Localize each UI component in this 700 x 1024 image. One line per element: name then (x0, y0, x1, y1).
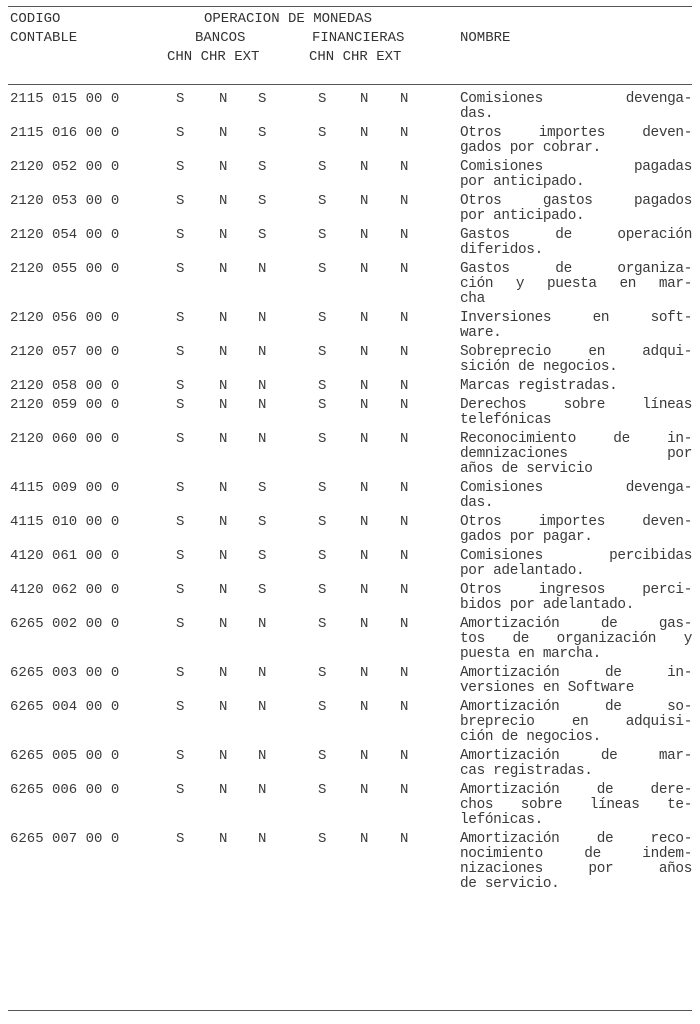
codigo-contable: 6265 007 00 0 (10, 831, 120, 847)
bottom-rule (8, 1010, 692, 1011)
nombre-cell (460, 583, 692, 613)
header-rule (8, 84, 692, 85)
nombre-cell (460, 749, 692, 779)
flag-bancos-chr: N (219, 665, 228, 681)
flag-bancos-chn: S (176, 397, 185, 413)
nombre-cell (460, 379, 692, 394)
flag-bancos-chn: S (176, 616, 185, 632)
flag-financieras-chn: S (318, 125, 327, 141)
flag-bancos-chn: S (176, 699, 185, 715)
flag-financieras-chr: N (360, 514, 369, 530)
flag-financieras-ext: N (400, 227, 409, 243)
flag-financieras-chn: S (318, 616, 327, 632)
codigo-contable: 4115 009 00 0 (10, 480, 120, 496)
flag-bancos-ext: N (258, 665, 267, 681)
flag-bancos-chn: S (176, 378, 185, 394)
nombre-line: Amortización de gas- (460, 616, 692, 632)
flag-financieras-chr: N (360, 159, 369, 175)
nombre-line: Otros ingresos perci- (460, 582, 692, 598)
flag-bancos-chr: N (219, 514, 228, 530)
flag-financieras-ext: N (400, 782, 409, 798)
codigo-contable: 6265 003 00 0 (10, 665, 120, 681)
nombre-cell (460, 666, 692, 696)
flag-bancos-ext: S (258, 227, 267, 243)
flag-financieras-chn: S (318, 261, 327, 277)
flag-bancos-chr: N (219, 748, 228, 764)
nombre-line: breprecio en adquisi- (460, 714, 692, 730)
nombre-cell (460, 700, 692, 745)
flag-bancos-ext: N (258, 616, 267, 632)
flag-bancos-ext: N (258, 261, 267, 277)
nombre-line: Derechos sobre líneas (460, 397, 692, 413)
flag-financieras-chr: N (360, 193, 369, 209)
flag-financieras-ext: N (400, 748, 409, 764)
nombre-line: Amortización de mar- (460, 748, 692, 764)
flag-bancos-chr: N (219, 159, 228, 175)
header-operacion-title: OPERACION DE MONEDAS (204, 11, 373, 27)
codigo-contable: 2120 052 00 0 (10, 159, 120, 175)
flag-bancos-chr: N (219, 193, 228, 209)
nombre-line: sición de negocios. (460, 359, 618, 375)
flag-bancos-chn: S (176, 431, 185, 447)
nombre-line: diferidos. (460, 242, 543, 258)
flag-bancos-chn: S (176, 344, 185, 360)
nombre-cell (460, 432, 692, 477)
nombre-cell (460, 549, 692, 579)
flag-financieras-chn: S (318, 514, 327, 530)
flag-financieras-ext: N (400, 431, 409, 447)
nombre-line: tos de organización y (460, 631, 692, 647)
flag-bancos-chr: N (219, 310, 228, 326)
nombre-line: Otros importes deven- (460, 125, 692, 141)
flag-financieras-ext: N (400, 831, 409, 847)
flag-financieras-chn: S (318, 310, 327, 326)
flag-bancos-chr: N (219, 227, 228, 243)
nombre-line: Comisiones percibidas (460, 548, 692, 564)
codigo-contable: 2120 059 00 0 (10, 397, 120, 413)
header-bancos: BANCOS (195, 30, 246, 46)
flag-bancos-chn: S (176, 548, 185, 564)
codigo-contable: 6265 005 00 0 (10, 748, 120, 764)
nombre-line: gados por pagar. (460, 529, 593, 545)
flag-financieras-chn: S (318, 699, 327, 715)
flag-bancos-chn: S (176, 159, 185, 175)
codigo-contable: 2120 054 00 0 (10, 227, 120, 243)
nombre-cell (460, 345, 692, 375)
flag-financieras-chr: N (360, 582, 369, 598)
flag-financieras-chr: N (360, 616, 369, 632)
flag-financieras-ext: N (400, 261, 409, 277)
nombre-line: lefónicas. (460, 812, 543, 828)
flag-financieras-chn: S (318, 159, 327, 175)
codigo-contable: 2120 055 00 0 (10, 261, 120, 277)
flag-financieras-chn: S (318, 480, 327, 496)
flag-bancos-chr: N (219, 91, 228, 107)
flag-financieras-chn: S (318, 344, 327, 360)
flag-bancos-chn: S (176, 310, 185, 326)
nombre-line: Gastos de operación (460, 227, 692, 243)
flag-financieras-chn: S (318, 665, 327, 681)
flag-financieras-ext: N (400, 344, 409, 360)
flag-bancos-chr: N (219, 378, 228, 394)
flag-financieras-ext: N (400, 582, 409, 598)
nombre-cell (460, 783, 692, 828)
flag-bancos-ext: S (258, 480, 267, 496)
header-financieras: FINANCIERAS (312, 30, 405, 46)
nombre-line: das. (460, 106, 494, 122)
codigo-contable: 2120 056 00 0 (10, 310, 120, 326)
flag-bancos-ext: S (258, 514, 267, 530)
flag-financieras-chr: N (360, 665, 369, 681)
flag-bancos-ext: N (258, 699, 267, 715)
nombre-cell (460, 194, 692, 224)
nombre-line: años de servicio (460, 461, 593, 477)
nombre-line: Reconocimiento de in- (460, 431, 692, 447)
nombre-line: por adelantado. (460, 563, 585, 579)
nombre-line: Otros gastos pagados (460, 193, 692, 209)
flag-financieras-chn: S (318, 582, 327, 598)
flag-financieras-chr: N (360, 91, 369, 107)
nombre-cell (460, 160, 692, 190)
flag-bancos-ext: N (258, 397, 267, 413)
flag-financieras-chr: N (360, 310, 369, 326)
nombre-line: Amortización de so- (460, 699, 692, 715)
flag-financieras-ext: N (400, 378, 409, 394)
flag-financieras-chr: N (360, 344, 369, 360)
flag-financieras-chn: S (318, 397, 327, 413)
flag-bancos-chn: S (176, 261, 185, 277)
nombre-line: por anticipado. (460, 174, 585, 190)
flag-financieras-ext: N (400, 310, 409, 326)
nombre-line: puesta en marcha. (460, 646, 601, 662)
flag-financieras-chn: S (318, 748, 327, 764)
header-nombre: NOMBRE (460, 30, 511, 46)
flag-bancos-chn: S (176, 480, 185, 496)
flag-bancos-chn: S (176, 91, 185, 107)
flag-financieras-ext: N (400, 91, 409, 107)
nombre-cell (460, 228, 692, 258)
flag-financieras-chr: N (360, 831, 369, 847)
codigo-contable: 2120 058 00 0 (10, 378, 120, 394)
flag-bancos-chn: S (176, 227, 185, 243)
nombre-line: nizaciones por años (460, 861, 692, 877)
nombre-line: das. (460, 495, 494, 511)
nombre-line: cha (460, 291, 485, 307)
flag-financieras-ext: N (400, 480, 409, 496)
header-codigo-line1: CODIGO (10, 11, 61, 27)
flag-financieras-chr: N (360, 480, 369, 496)
nombre-line: Sobreprecio en adqui- (460, 344, 692, 360)
flag-financieras-chn: S (318, 193, 327, 209)
nombre-line: ción de negocios. (460, 729, 601, 745)
codigo-contable: 2120 057 00 0 (10, 344, 120, 360)
codigo-contable: 4120 062 00 0 (10, 582, 120, 598)
nombre-line: ware. (460, 325, 502, 341)
nombre-line: bidos por adelantado. (460, 597, 635, 613)
nombre-line: Amortización de reco- (460, 831, 692, 847)
flag-financieras-chr: N (360, 227, 369, 243)
flag-bancos-ext: N (258, 831, 267, 847)
nombre-line: Comisiones pagadas (460, 159, 692, 175)
flag-bancos-chr: N (219, 699, 228, 715)
nombre-line: Otros importes deven- (460, 514, 692, 530)
nombre-line: Gastos de organiza- (460, 261, 692, 277)
nombre-cell (460, 398, 692, 428)
nombre-cell (460, 617, 692, 662)
flag-bancos-ext: S (258, 125, 267, 141)
flag-bancos-chr: N (219, 782, 228, 798)
flag-bancos-chr: N (219, 831, 228, 847)
header-subcols-bancos: CHN CHR EXT (167, 49, 260, 65)
flag-bancos-chr: N (219, 480, 228, 496)
flag-financieras-chn: S (318, 91, 327, 107)
nombre-cell (460, 832, 692, 892)
flag-bancos-chr: N (219, 431, 228, 447)
codigo-contable: 6265 002 00 0 (10, 616, 120, 632)
flag-bancos-chn: S (176, 665, 185, 681)
flag-bancos-ext: N (258, 431, 267, 447)
nombre-line: Marcas registradas. (460, 378, 618, 394)
flag-bancos-chr: N (219, 397, 228, 413)
header-subcols-financieras: CHN CHR EXT (309, 49, 402, 65)
nombre-line: nocimiento de indem- (460, 846, 692, 862)
flag-financieras-chn: S (318, 831, 327, 847)
flag-financieras-ext: N (400, 548, 409, 564)
nombre-cell (460, 262, 692, 307)
nombre-cell (460, 481, 692, 511)
codigo-contable: 2120 060 00 0 (10, 431, 120, 447)
flag-financieras-ext: N (400, 159, 409, 175)
codigo-contable: 2115 015 00 0 (10, 91, 120, 107)
flag-bancos-chr: N (219, 261, 228, 277)
nombre-line: Amortización de in- (460, 665, 692, 681)
nombre-cell (460, 92, 692, 122)
nombre-line: Amortización de dere- (460, 782, 692, 798)
flag-bancos-ext: N (258, 310, 267, 326)
flag-financieras-ext: N (400, 193, 409, 209)
codigo-contable: 2120 053 00 0 (10, 193, 120, 209)
nombre-line: telefónicas (460, 412, 552, 428)
codigo-contable: 6265 006 00 0 (10, 782, 120, 798)
flag-bancos-chn: S (176, 125, 185, 141)
flag-financieras-ext: N (400, 699, 409, 715)
nombre-line: de servicio. (460, 876, 560, 892)
flag-financieras-chn: S (318, 548, 327, 564)
nombre-line: versiones en Software (460, 680, 635, 696)
nombre-cell (460, 311, 692, 341)
nombre-line: ción y puesta en mar- (460, 276, 692, 292)
codigo-contable: 6265 004 00 0 (10, 699, 120, 715)
flag-bancos-chr: N (219, 344, 228, 360)
flag-bancos-chn: S (176, 782, 185, 798)
nombre-cell (460, 126, 692, 156)
flag-financieras-chn: S (318, 782, 327, 798)
flag-financieras-chr: N (360, 748, 369, 764)
flag-bancos-chr: N (219, 616, 228, 632)
flag-financieras-chr: N (360, 397, 369, 413)
flag-bancos-ext: N (258, 378, 267, 394)
flag-financieras-chr: N (360, 431, 369, 447)
flag-bancos-ext: S (258, 582, 267, 598)
flag-financieras-chr: N (360, 261, 369, 277)
flag-bancos-ext: N (258, 748, 267, 764)
flag-financieras-ext: N (400, 665, 409, 681)
flag-bancos-ext: S (258, 159, 267, 175)
nombre-line: chos sobre líneas te- (460, 797, 692, 813)
top-rule (8, 6, 692, 7)
flag-financieras-ext: N (400, 616, 409, 632)
flag-financieras-chr: N (360, 378, 369, 394)
nombre-line: cas registradas. (460, 763, 593, 779)
flag-bancos-ext: S (258, 193, 267, 209)
nombre-line: Comisiones devenga- (460, 91, 692, 107)
flag-financieras-chn: S (318, 378, 327, 394)
header-codigo-line2: CONTABLE (10, 30, 78, 46)
flag-bancos-ext: N (258, 344, 267, 360)
flag-bancos-chn: S (176, 193, 185, 209)
codigo-contable: 2115 016 00 0 (10, 125, 120, 141)
codigo-contable: 4120 061 00 0 (10, 548, 120, 564)
flag-bancos-chn: S (176, 831, 185, 847)
flag-bancos-ext: S (258, 548, 267, 564)
flag-financieras-chn: S (318, 227, 327, 243)
flag-bancos-chr: N (219, 582, 228, 598)
flag-financieras-ext: N (400, 514, 409, 530)
flag-bancos-chr: N (219, 125, 228, 141)
flag-bancos-chn: S (176, 582, 185, 598)
flag-financieras-chn: S (318, 431, 327, 447)
codigo-contable: 4115 010 00 0 (10, 514, 120, 530)
flag-bancos-chn: S (176, 748, 185, 764)
nombre-line: Comisiones devenga- (460, 480, 692, 496)
flag-financieras-chr: N (360, 782, 369, 798)
flag-financieras-ext: N (400, 397, 409, 413)
nombre-line: gados por cobrar. (460, 140, 601, 156)
flag-financieras-chr: N (360, 548, 369, 564)
flag-financieras-chr: N (360, 125, 369, 141)
flag-financieras-chr: N (360, 699, 369, 715)
flag-bancos-ext: S (258, 91, 267, 107)
nombre-line: Inversiones en soft- (460, 310, 692, 326)
nombre-cell (460, 515, 692, 545)
flag-bancos-chn: S (176, 514, 185, 530)
nombre-line: demnizaciones por (460, 446, 692, 462)
flag-bancos-chr: N (219, 548, 228, 564)
flag-financieras-ext: N (400, 125, 409, 141)
flag-bancos-ext: N (258, 782, 267, 798)
nombre-line: por anticipado. (460, 208, 585, 224)
